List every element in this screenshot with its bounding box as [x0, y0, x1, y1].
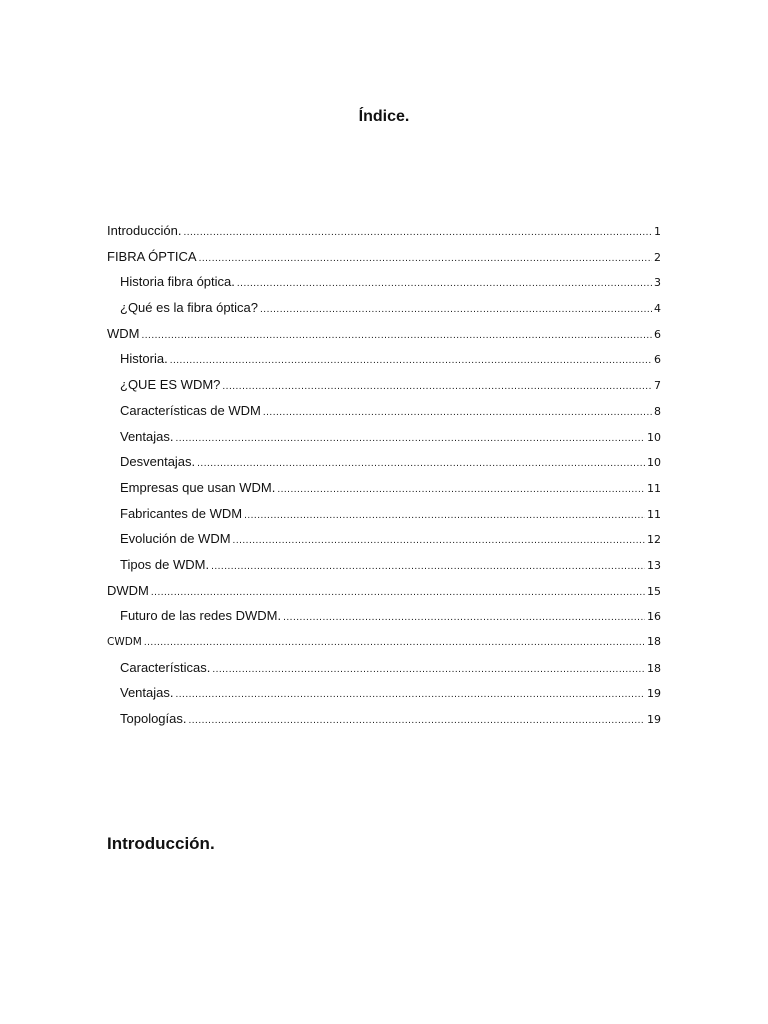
toc-entry[interactable] [107, 221, 661, 247]
toc-entry-page-number: 12 [647, 533, 661, 547]
toc-entry-label: FIBRA ÓPTICA [107, 248, 197, 264]
toc-entry-label: Ventajas. [120, 428, 174, 444]
toc-title: Índice. [358, 108, 410, 125]
toc-entry-page-number: 10 [647, 456, 661, 470]
toc-leader-dots [244, 506, 645, 526]
toc-leader-dots [222, 377, 652, 397]
toc-entry-page-number: 4 [654, 302, 661, 316]
toc-entry[interactable] [107, 683, 661, 709]
toc-entry[interactable] [107, 247, 661, 273]
toc-entry-label: Empresas que usan WDM. [120, 479, 276, 495]
toc-entry[interactable] [107, 606, 661, 632]
toc-entry-label: WDM [107, 325, 140, 341]
toc-entry-label: ¿Qué es la fibra óptica? [120, 300, 259, 316]
toc-entry[interactable] [107, 324, 661, 350]
toc-leader-dots [211, 557, 645, 577]
toc-entry-page-number: 7 [654, 379, 661, 393]
toc-entry-page-number: 13 [647, 558, 661, 572]
toc-entry[interactable] [107, 709, 661, 735]
toc-leader-dots [283, 608, 645, 628]
toc-leader-dots [233, 531, 645, 551]
toc-entry[interactable] [107, 298, 661, 324]
toc-leader-dots [183, 223, 652, 243]
toc-entry[interactable] [107, 478, 661, 504]
toc-entry-label: Futuro de las redes DWDM. [120, 608, 282, 624]
toc-entry[interactable] [107, 504, 661, 530]
toc-entry-label: Ventajas. [120, 685, 174, 701]
toc-entry-label: DWDM [107, 582, 149, 598]
toc-entry-page-number: 6 [654, 353, 661, 367]
toc-entry-page-number: 3 [654, 276, 661, 290]
toc-entry[interactable] [107, 632, 661, 658]
toc-entry-page-number: 18 [647, 661, 661, 675]
toc-entry-label: Características de WDM [120, 402, 261, 418]
toc-entry-label: Evolución de WDM [120, 531, 231, 547]
toc-entry[interactable] [107, 349, 661, 375]
toc-entry[interactable] [107, 529, 661, 555]
toc-leader-dots [151, 583, 645, 603]
toc-leader-dots [170, 351, 652, 371]
toc-leader-dots [212, 660, 645, 680]
toc-leader-dots [176, 429, 646, 449]
toc-entry-label: Introducción. [107, 223, 182, 238]
toc-leader-dots [199, 249, 652, 269]
toc-entry-page-number: 10 [647, 430, 661, 444]
toc-entry[interactable] [107, 427, 661, 453]
toc-entry[interactable] [107, 581, 661, 607]
toc-entry-label: Historia. [120, 351, 168, 367]
toc-entry-page-number: 19 [647, 687, 661, 701]
toc-entry-page-number: 11 [647, 507, 661, 521]
toc-entry-page-number: 1 [654, 225, 661, 238]
toc-entry-label: ¿QUE ES WDM? [120, 377, 221, 393]
toc-entry[interactable] [107, 401, 661, 427]
toc-leader-dots [277, 480, 645, 500]
toc-leader-dots [144, 633, 645, 653]
toc-leader-dots [237, 274, 652, 294]
toc-entry-label: CWDM [107, 636, 142, 648]
toc-leader-dots [176, 685, 646, 705]
toc-leader-dots [189, 711, 646, 731]
toc-entry-label: Tipos de WDM. [120, 556, 210, 572]
toc-leader-dots [263, 403, 652, 423]
toc-entry[interactable] [107, 452, 661, 478]
toc-entry-page-number: 2 [654, 250, 661, 264]
toc-entry-label: Fabricantes de WDM [120, 505, 243, 521]
toc-entry-page-number: 11 [647, 481, 661, 495]
toc-entry[interactable] [107, 272, 661, 298]
section-heading: Introducción. [107, 834, 215, 853]
toc-entry[interactable] [107, 658, 661, 684]
toc-entry-label: Características. [120, 659, 211, 675]
toc-entry-page-number: 19 [647, 713, 661, 727]
toc-entry[interactable] [107, 555, 661, 581]
toc-leader-dots [197, 454, 645, 474]
toc-entry-page-number: 8 [654, 404, 661, 418]
table-of-contents [107, 221, 661, 735]
toc-entry-page-number: 15 [647, 584, 661, 598]
toc-entry-page-number: 6 [654, 327, 661, 341]
toc-entry-label: Topologías. [120, 711, 187, 727]
toc-entry-page-number: 18 [647, 635, 661, 648]
toc-leader-dots [260, 300, 652, 320]
toc-entry-label: Desventajas. [120, 454, 196, 470]
toc-entry-label: Historia fibra óptica. [120, 274, 235, 290]
toc-entry[interactable] [107, 375, 661, 401]
toc-leader-dots [142, 326, 653, 346]
toc-entry-page-number: 16 [647, 610, 661, 624]
